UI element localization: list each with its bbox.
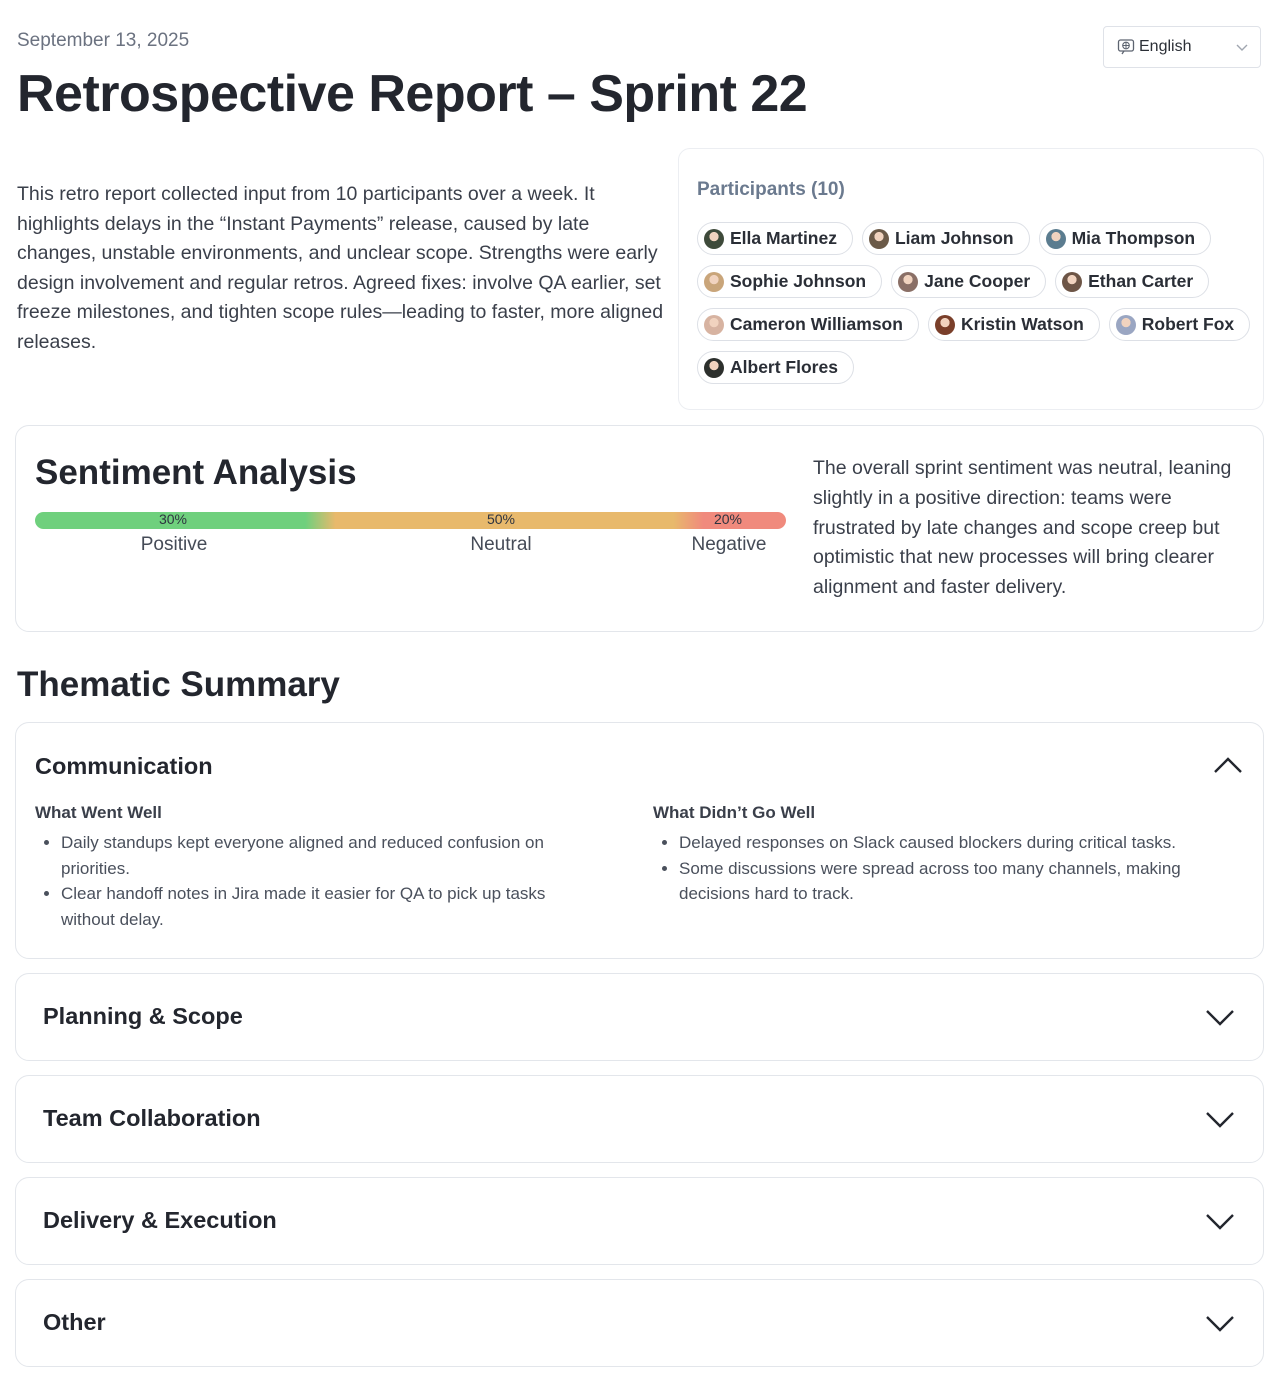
- didnt-go-well-heading: What Didn’t Go Well: [653, 803, 816, 822]
- chevron-down-icon[interactable]: [1205, 1213, 1235, 1231]
- went-well-heading: What Went Well: [35, 803, 162, 822]
- participant-name: Jane Cooper: [924, 271, 1031, 291]
- participant-name: Ella Martinez: [730, 228, 837, 248]
- avatar: [1116, 315, 1136, 335]
- sentiment-title: Sentiment Analysis: [35, 453, 357, 492]
- participant-chip[interactable]: [928, 308, 1100, 341]
- participant-chip[interactable]: [891, 265, 1046, 298]
- chevron-down-icon[interactable]: [1205, 1315, 1235, 1333]
- theme-delivery-execution[interactable]: [15, 1177, 1264, 1265]
- neutral-percent: 50%: [486, 511, 516, 527]
- chevron-down-icon[interactable]: [1205, 1111, 1235, 1129]
- participant-chip[interactable]: [697, 222, 853, 255]
- negative-label: Negative: [691, 534, 767, 555]
- participant-chip[interactable]: [697, 308, 919, 341]
- participant-chip[interactable]: [1055, 265, 1209, 298]
- participants-title: Participants (10): [697, 179, 845, 200]
- participant-name: Liam Johnson: [894, 228, 1014, 248]
- avatar: [1062, 272, 1082, 292]
- avatar: [935, 315, 955, 335]
- participant-chip[interactable]: [1109, 308, 1250, 341]
- participant-name: Mia Thompson: [1071, 228, 1196, 248]
- theme-planning-scope-header[interactable]: Planning & Scope: [43, 1003, 243, 1029]
- went-well-column: [35, 803, 595, 932]
- didnt-go-well-item: • Some discussions were spread across too many channels, making decisions hard to track.: [679, 856, 1213, 907]
- theme-communication: [15, 722, 1264, 959]
- page-title: Retrospective Report – Sprint 22: [17, 65, 808, 123]
- positive-label: Positive: [140, 534, 208, 555]
- theme-team-collaboration-header[interactable]: Team Collaboration: [43, 1105, 261, 1131]
- translate-icon: [1117, 38, 1135, 56]
- didnt-go-well-column: [653, 803, 1213, 907]
- theme-other[interactable]: [15, 1279, 1264, 1367]
- chevron-down-icon[interactable]: [1205, 1009, 1235, 1027]
- participant-name: Cameron Williamson: [730, 314, 903, 334]
- language-select[interactable]: [1103, 26, 1261, 68]
- thematic-summary-title: Thematic Summary: [17, 665, 340, 704]
- positive-percent: 30%: [158, 511, 188, 527]
- theme-delivery-execution-header[interactable]: Delivery & Execution: [43, 1207, 277, 1233]
- avatar: [898, 272, 918, 292]
- participants-list: [697, 222, 1257, 384]
- participant-name: Albert Flores: [730, 357, 838, 377]
- went-well-item: • Daily standups kept everyone aligned and reduced confusion on priorities.: [61, 830, 595, 881]
- theme-communication-header[interactable]: Communication: [35, 753, 213, 779]
- avatar: [704, 358, 724, 378]
- avatar: [869, 229, 889, 249]
- chevron-down-icon: [1234, 39, 1250, 55]
- participant-name: Sophie Johnson: [730, 271, 867, 291]
- went-well-item: • Clear handoff notes in Jira made it easier for QA to pick up tasks without delay.: [61, 881, 595, 932]
- participant-name: Ethan Carter: [1088, 271, 1194, 291]
- neutral-label: Neutral: [470, 534, 532, 555]
- participant-name: Robert Fox: [1141, 314, 1235, 334]
- language-label: English: [1139, 38, 1192, 55]
- participant-chip[interactable]: [697, 351, 854, 384]
- theme-team-collaboration[interactable]: [15, 1075, 1264, 1163]
- avatar: [704, 315, 724, 335]
- chevron-up-icon[interactable]: [1213, 756, 1243, 774]
- participant-chip[interactable]: [697, 265, 882, 298]
- theme-planning-scope[interactable]: [15, 973, 1264, 1061]
- participant-chip[interactable]: [1039, 222, 1211, 255]
- sentiment-summary: The overall sprint sentiment was neutral, leaning slightly in a positive direction: teams were frustrated by late changes and scope creep but optimistic that new processes will bring clearer alignment and faster delivery.: [813, 457, 1232, 599]
- intro-summary: This retro report collected input from 10 participants over a week. It highlights delays in the “Instant Payments” release, caused by late changes, unstable environments, and unclear scope. Strengths were early design involvement and regular retros. Agreed fixes: involve QA earlier, set freeze milestones, and tighten scope rules—leading to faster, more aligned releases.: [17, 183, 664, 353]
- theme-other-header[interactable]: Other: [43, 1309, 106, 1335]
- sentiment-bar: [35, 512, 786, 529]
- didnt-go-well-item: • Delayed responses on Slack caused blockers during critical tasks.: [679, 830, 1213, 856]
- avatar: [704, 272, 724, 292]
- participant-chip[interactable]: [862, 222, 1030, 255]
- participant-name: Kristin Watson: [960, 314, 1084, 334]
- avatar: [1046, 229, 1066, 249]
- negative-percent: 20%: [713, 511, 743, 527]
- report-date: September 13, 2025: [17, 30, 190, 51]
- avatar: [704, 229, 724, 249]
- sentiment-card: [15, 425, 1264, 632]
- participants-card: [678, 148, 1264, 410]
